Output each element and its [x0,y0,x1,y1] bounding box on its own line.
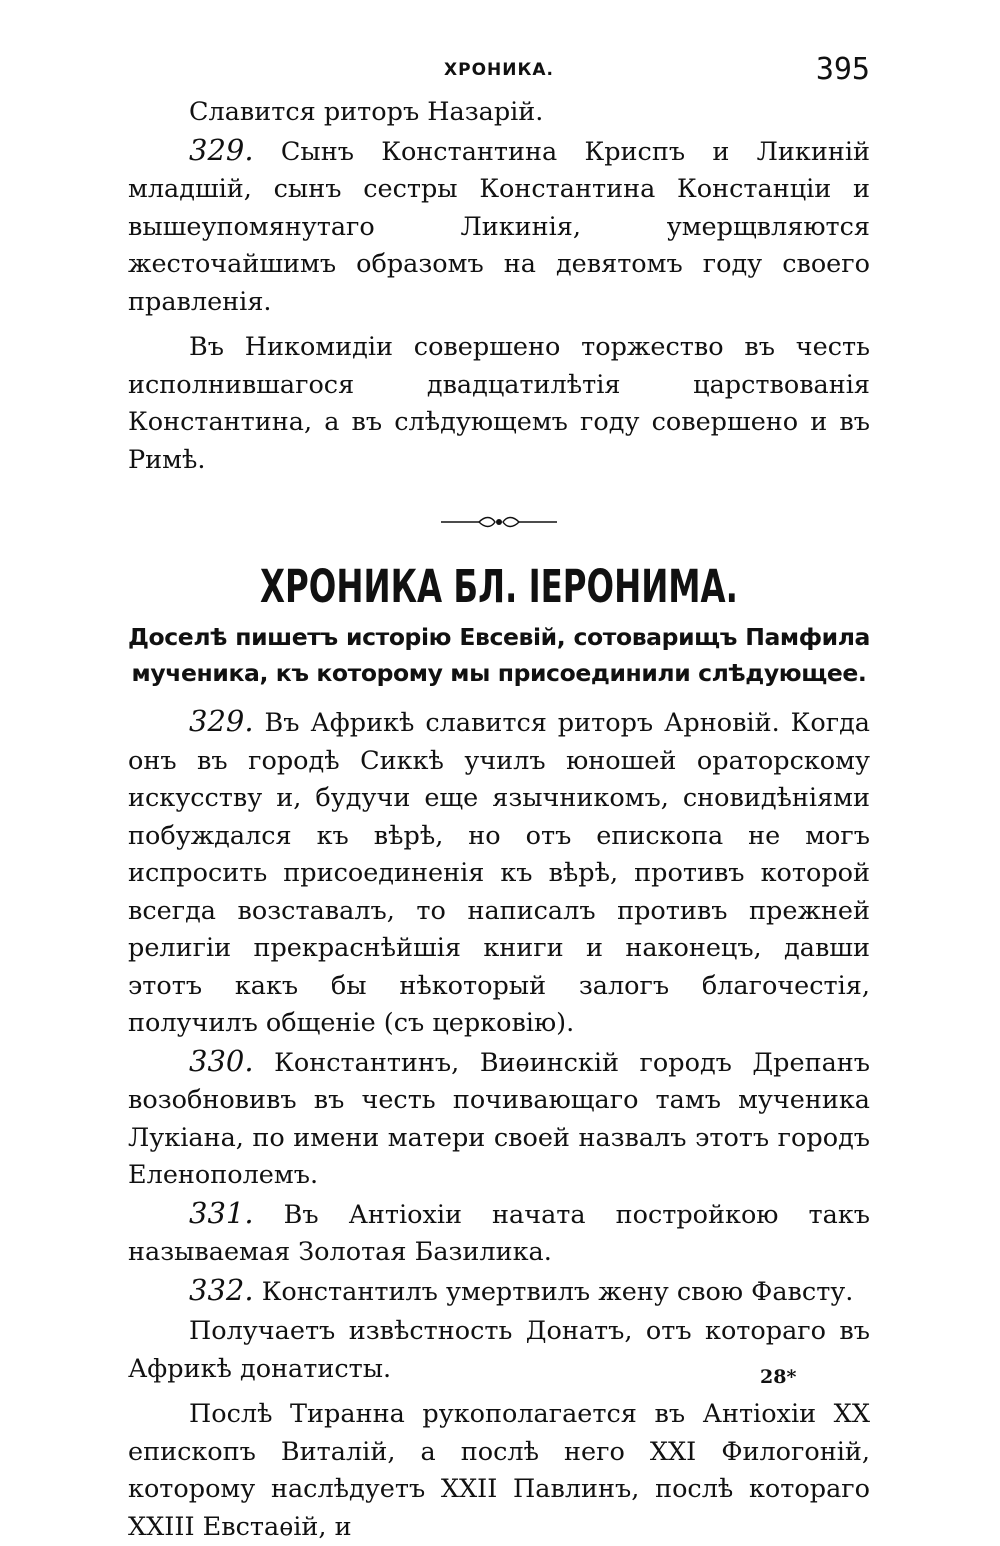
top-text-block [128,92,870,479]
page-number: 395 [815,52,870,87]
book-page [128,52,870,1546]
paragraph-text: Сынъ Константина Криспъ и Ликиній младшій, сынъ сестры Константина Констанціи и вышеупомянутаго Ликинія, умерщвляются жесточайшимъ образомъ на девятомъ году своего правленія. [128,136,870,317]
paragraph [128,703,870,1043]
paragraph [128,132,870,322]
entry-number: 329. [189,132,254,167]
paragraph [128,1394,870,1546]
paragraph [128,1311,870,1388]
paragraph [128,92,870,132]
paragraph-text: Въ Африкѣ славится риторъ Арновій. Когда онъ въ городѣ Сиккѣ училъ юношей ораторскому искусству и, будучи еще язычникомъ, сновидѣніями побуждался къ вѣрѣ, но отъ епископа не могъ испросить присоединенія къ вѣрѣ, противъ которой всегда возставалъ, то написалъ противъ прежней религіи прекраснѣйшія книги и наконецъ, давши этотъ какъ бы нѣкоторый залогъ благочестія, получилъ общеніе (съ церковію). [128,708,870,1038]
entry-number: 332. [189,1272,254,1307]
paragraph [128,327,870,479]
section-subtitle: Доселѣ пишетъ исторію Евсевій, сотоварищъ Памфила мученика, къ которому мы присоединили слѣдующее. [128,623,870,687]
section-title: ХРОНИКА БЛ. ІЕРОНИМА. [260,560,738,613]
signature-mark: 28* [760,1366,797,1388]
entry-number: 329. [189,704,254,738]
paragraph [128,1043,870,1195]
paragraph-text: Константилъ умертвилъ жену свою Фавсту. [261,1276,854,1307]
paragraph-text: Послѣ Тиранна рукополагается въ Антіохіи XX епископъ Виталій, а послѣ него XXI Филогоній, которому наслѣдуетъ XXII Павлинъ, послѣ котораго XXIII Евстаѳій, и [128,1399,870,1542]
running-title: ХРОНИКА. [444,60,554,80]
paragraph-text: Въ Антіохіи начата постройкою такъ называемая Золотая Базилика. [128,1199,870,1267]
paragraph-text: Получаетъ извѣстность Донатъ, отъ котораго въ Африкѣ донатисты. [128,1316,870,1384]
running-head [128,52,870,92]
paragraph-text: Въ Никомидіи совершено торжество въ честь исполнившагося двадцатилѣтія царствованія Константина, а въ слѣдующемъ году совершено и въ Римѣ. [128,332,870,475]
main-text-block [128,703,870,1546]
paragraph-text: Славится риторъ Назарій. [189,97,544,127]
entry-number: 330. [189,1043,254,1078]
paragraph [128,1272,870,1312]
entry-number: 331. [189,1195,254,1230]
paragraph-text: Константинъ, Виѳинскій городъ Дрепанъ возобновивъ въ честь почивающаго тамъ мученика Лукіана, по имени матери своей назвалъ этотъ городъ Еленополемъ. [128,1047,870,1190]
ornament-icon [439,513,559,531]
paragraph [128,1195,870,1272]
ornament-divider [128,513,870,531]
